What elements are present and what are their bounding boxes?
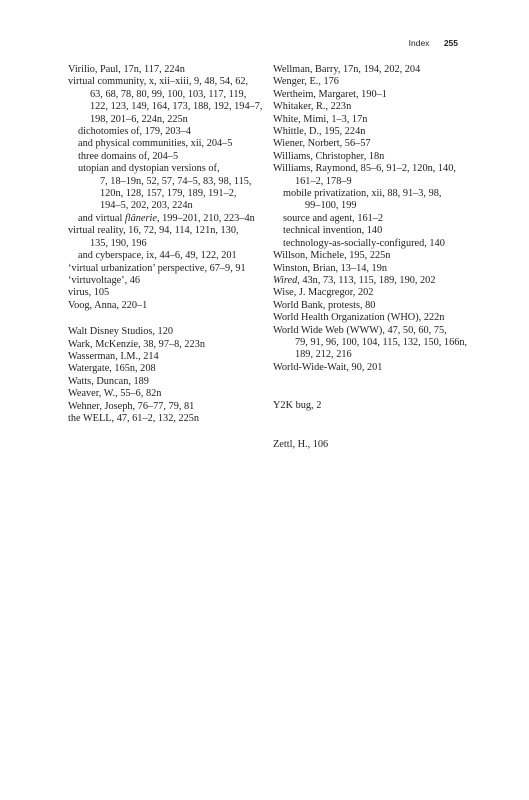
index-continuation: 99–100, 199	[305, 200, 357, 212]
index-entry: Virilio, Paul, 17n, 117, 224n	[68, 64, 185, 75]
index-column-right	[273, 64, 473, 451]
index-subentry: technology-as-socially-configured, 140	[283, 237, 445, 249]
index-subentry: mobile privatization, xii, 88, 91–3, 98,	[283, 188, 442, 200]
index-entry: Whittle, D., 195, 224n	[273, 126, 366, 138]
index-entry: Wertheim, Margaret, 190–1	[273, 88, 387, 100]
index-column-left	[68, 64, 268, 425]
index-entry: Zettl, H., 106	[273, 438, 329, 450]
index-subentry	[68, 213, 268, 225]
index-entry: Weaver, W., 55–6, 82n	[68, 388, 162, 400]
index-entry: virtual community, x, xii–xiii, 9, 48, 54, 62,	[68, 76, 249, 88]
entry-italic-term: flânerie	[124, 212, 157, 224]
entry-text: , 43n, 73, 113, 115, 189, 190, 202	[297, 274, 436, 286]
index-entry: Voog, Anna, 220–1	[68, 299, 148, 311]
running-header	[409, 38, 458, 48]
index-continuation: 7, 18–19n, 52, 57, 74–5, 83, 98, 115,	[100, 175, 252, 187]
index-continuation: 122, 123, 149, 164, 173, 188, 192, 194–7,	[90, 101, 263, 113]
letter-group-spacer	[273, 374, 473, 400]
index-subentry: and cyberspace, ix, 44–6, 49, 122, 201	[78, 250, 237, 262]
index-continuation: 135, 190, 196	[90, 237, 147, 249]
index-subentry: three domains of, 204–5	[78, 150, 179, 162]
index-entry: Willson, Michele, 195, 225n	[273, 250, 391, 262]
index-entry: the WELL, 47, 61–2, 132, 225n	[68, 412, 200, 424]
index-continuation: 63, 68, 78, 80, 99, 100, 103, 117, 119,	[90, 88, 247, 100]
index-entry: ‘virtual urbanization’ perspective, 67–9, 91	[68, 262, 246, 274]
page-number: 255	[443, 38, 458, 48]
index-continuation: 198, 201–6, 224n, 225n	[90, 113, 188, 125]
index-entry: Wise, J. Macgregor, 202	[273, 287, 374, 299]
entry-italic-term: Wired	[273, 274, 298, 286]
index-subentry: source and agent, 161–2	[283, 212, 384, 224]
index-entry: World-Wide-Wait, 90, 201	[273, 361, 383, 373]
index-entry: Wasserman, I.M., 214	[68, 350, 159, 362]
index-entry: Williams, Christopher, 18n	[273, 150, 385, 162]
index-entry: virtual reality, 16, 72, 94, 114, 121n, 130,	[68, 225, 239, 237]
index-entry: Williams, Raymond, 85–6, 91–2, 120n, 140,	[273, 163, 456, 175]
index-continuation: 79, 91, 96, 100, 104, 115, 132, 150, 166n,	[295, 336, 468, 348]
index-continuation: 189, 212, 216	[295, 349, 352, 361]
index-subentry: technical invention, 140	[283, 225, 383, 237]
index-entry	[273, 275, 473, 287]
index-entry: Wellman, Barry, 17n, 194, 202, 204	[273, 64, 421, 75]
index-subentry: dichotomies of, 179, 203–4	[78, 126, 191, 138]
index-entry: World Bank, protests, 80	[273, 299, 376, 311]
index-subentry: and physical communities, xii, 204–5	[78, 138, 233, 150]
index-entry: Wark, McKenzie, 38, 97–8, 223n	[68, 338, 206, 350]
index-entry: ‘virtuvoltage’, 46	[68, 274, 141, 286]
index-entry: Whitaker, R., 223n	[273, 101, 352, 113]
index-entry: Walt Disney Studios, 120	[68, 326, 173, 338]
index-entry: virus, 105	[68, 287, 110, 299]
index-entry: Watergate, 165n, 208	[68, 363, 156, 375]
index-entry: Winston, Brian, 13–14, 19n	[273, 262, 387, 274]
index-entry: Wiener, Norbert, 56–57	[273, 138, 371, 150]
index-continuation: 120n, 128, 157, 179, 189, 191–2,	[100, 188, 237, 200]
index-subentry: utopian and dystopian versions of,	[78, 163, 220, 175]
index-entry: World Health Organization (WHO), 222n	[273, 312, 445, 324]
section-title: Index	[408, 38, 430, 48]
letter-group-spacer	[68, 312, 268, 326]
index-continuation: 161–2, 178–9	[295, 175, 352, 187]
index-entry: Wenger, E., 176	[273, 76, 339, 88]
index-entry: White, Mimi, 1–3, 17n	[273, 113, 368, 125]
index-entry: Watts, Duncan, 189	[68, 375, 149, 387]
entry-text: , 199–201, 210, 223–4n	[156, 212, 255, 224]
index-entry: Y2K bug, 2	[273, 400, 322, 412]
letter-group-spacer	[273, 413, 473, 439]
index-continuation: 194–5, 202, 203, 224n	[100, 200, 193, 212]
index-entry: World Wide Web (WWW), 47, 50, 60, 75,	[273, 324, 447, 336]
index-entry: Wehner, Joseph, 76–77, 79, 81	[68, 400, 195, 412]
entry-text: and virtual	[78, 212, 125, 224]
